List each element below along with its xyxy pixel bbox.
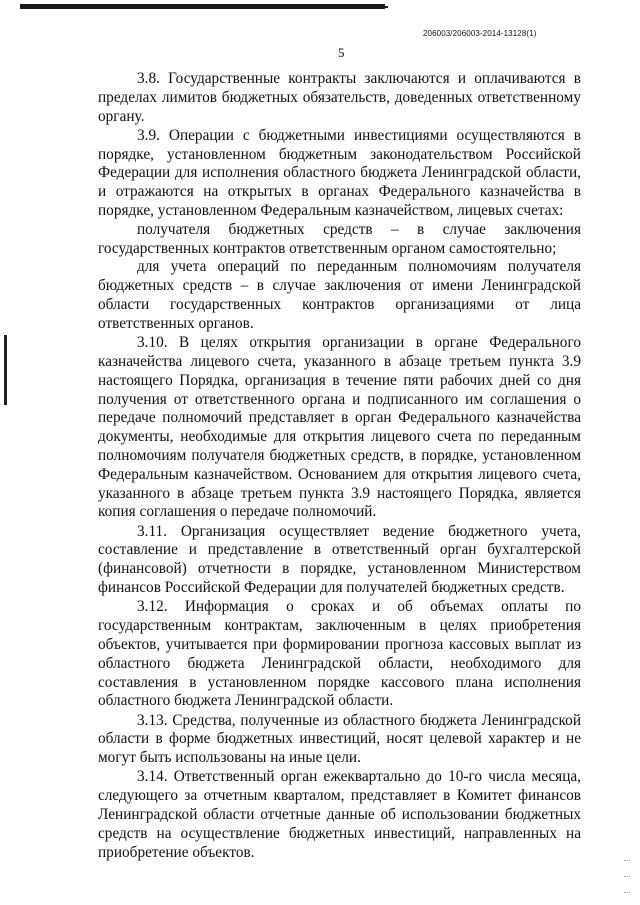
paragraph-3-12: 3.12. Информация о сроках и об объемах оплаты по государственным контрактам, заключенным в целях приобретения объектов, учитывается при формировании прогноза кассовых выплат из областного бюджета Ленинградской области, необходимого для составления в установленном порядке кассового плана исполнения областного бюджета Ленинградской области. [98, 598, 581, 710]
paragraph-3-14: 3.14. Ответственный орган ежеквартально до 10-го числа месяца, следующего за отчетным кварталом, представляет в Комитет финансов Ленинградской области отчетные данные об использовании бюджетных средств на осуществление бюджетных инвестиций, направленных на приобретение объектов. [98, 768, 581, 861]
scan-edge-dots [624, 876, 630, 877]
paragraph-3-9-item-recipient: получателя бюджетных средств – в случае заключения государственных контрактов ответственным органом самостоятельно; [98, 220, 581, 257]
paragraph-3-8: 3.8. Государственные контракты заключаются и оплачиваются в пределах лимитов бюджетных обязательств, доведенных ответственному органу. [98, 70, 581, 125]
paragraph-3-11: 3.11. Организация осуществляет ведение бюджетного учета, составление и представление в ответственный орган бухгалтерской (финансовой) отчетности в порядке, установленном Министерством финансов Российской Федерации для получателей бюджетных средств. [98, 522, 581, 597]
paragraph-3-13: 3.13. Средства, полученные из областного бюджета Ленинградской области в форме бюджетных инвестиций, носят целевой характер и не могут быть использованы на иные цели. [98, 711, 581, 767]
scan-top-edge-tail [384, 6, 388, 8]
scan-edge-dots [624, 892, 630, 893]
scan-top-edge-bar [20, 4, 385, 9]
scan-left-edge-mark [4, 335, 7, 405]
paragraph-3-10: 3.10. В целях открытия организации в органе Федерального казначейства лицевого счета, указанного в абзаце третьем пункта 3.9 настоящего Порядка, организация в течение пяти рабочих дней со дня получения от ответственного органа и подписанного им соглашения о передаче полномочий представляет в орган Федерального казначейства документы, необходимые для открытия лицевого счета по переданным полномочиям получателя бюджетных средств, в порядке, установленном Федеральным казначейством. Основанием для открытия лицевого счета, указанного в абзаце третьем пункта 3.9 настоящего Порядка, является копия соглашения о передаче полномочий. [98, 334, 581, 521]
paragraph-3-9: 3.9. Операции с бюджетными инвестициями осуществляются в порядке, установленном бюджетным законодательством Российской Федерации для исполнения областного бюджета Ленинградской области, и отражаются на открытых в органах Федерального казначейства в порядке, установленном Федеральным казначейством, лицевых счетах: [98, 126, 581, 220]
document-code: 206003/206003-2014-13128(1) [423, 29, 537, 38]
page-number: 5 [338, 45, 345, 60]
document-body [98, 70, 581, 862]
scan-edge-dots [624, 860, 630, 861]
paragraph-3-9-item-delegated: для учета операций по переданным полномочиям получателя бюджетных средств – в случае заключения от имени Ленинградской области государственных контрактов организациями от лица ответственных органов. [98, 258, 581, 332]
